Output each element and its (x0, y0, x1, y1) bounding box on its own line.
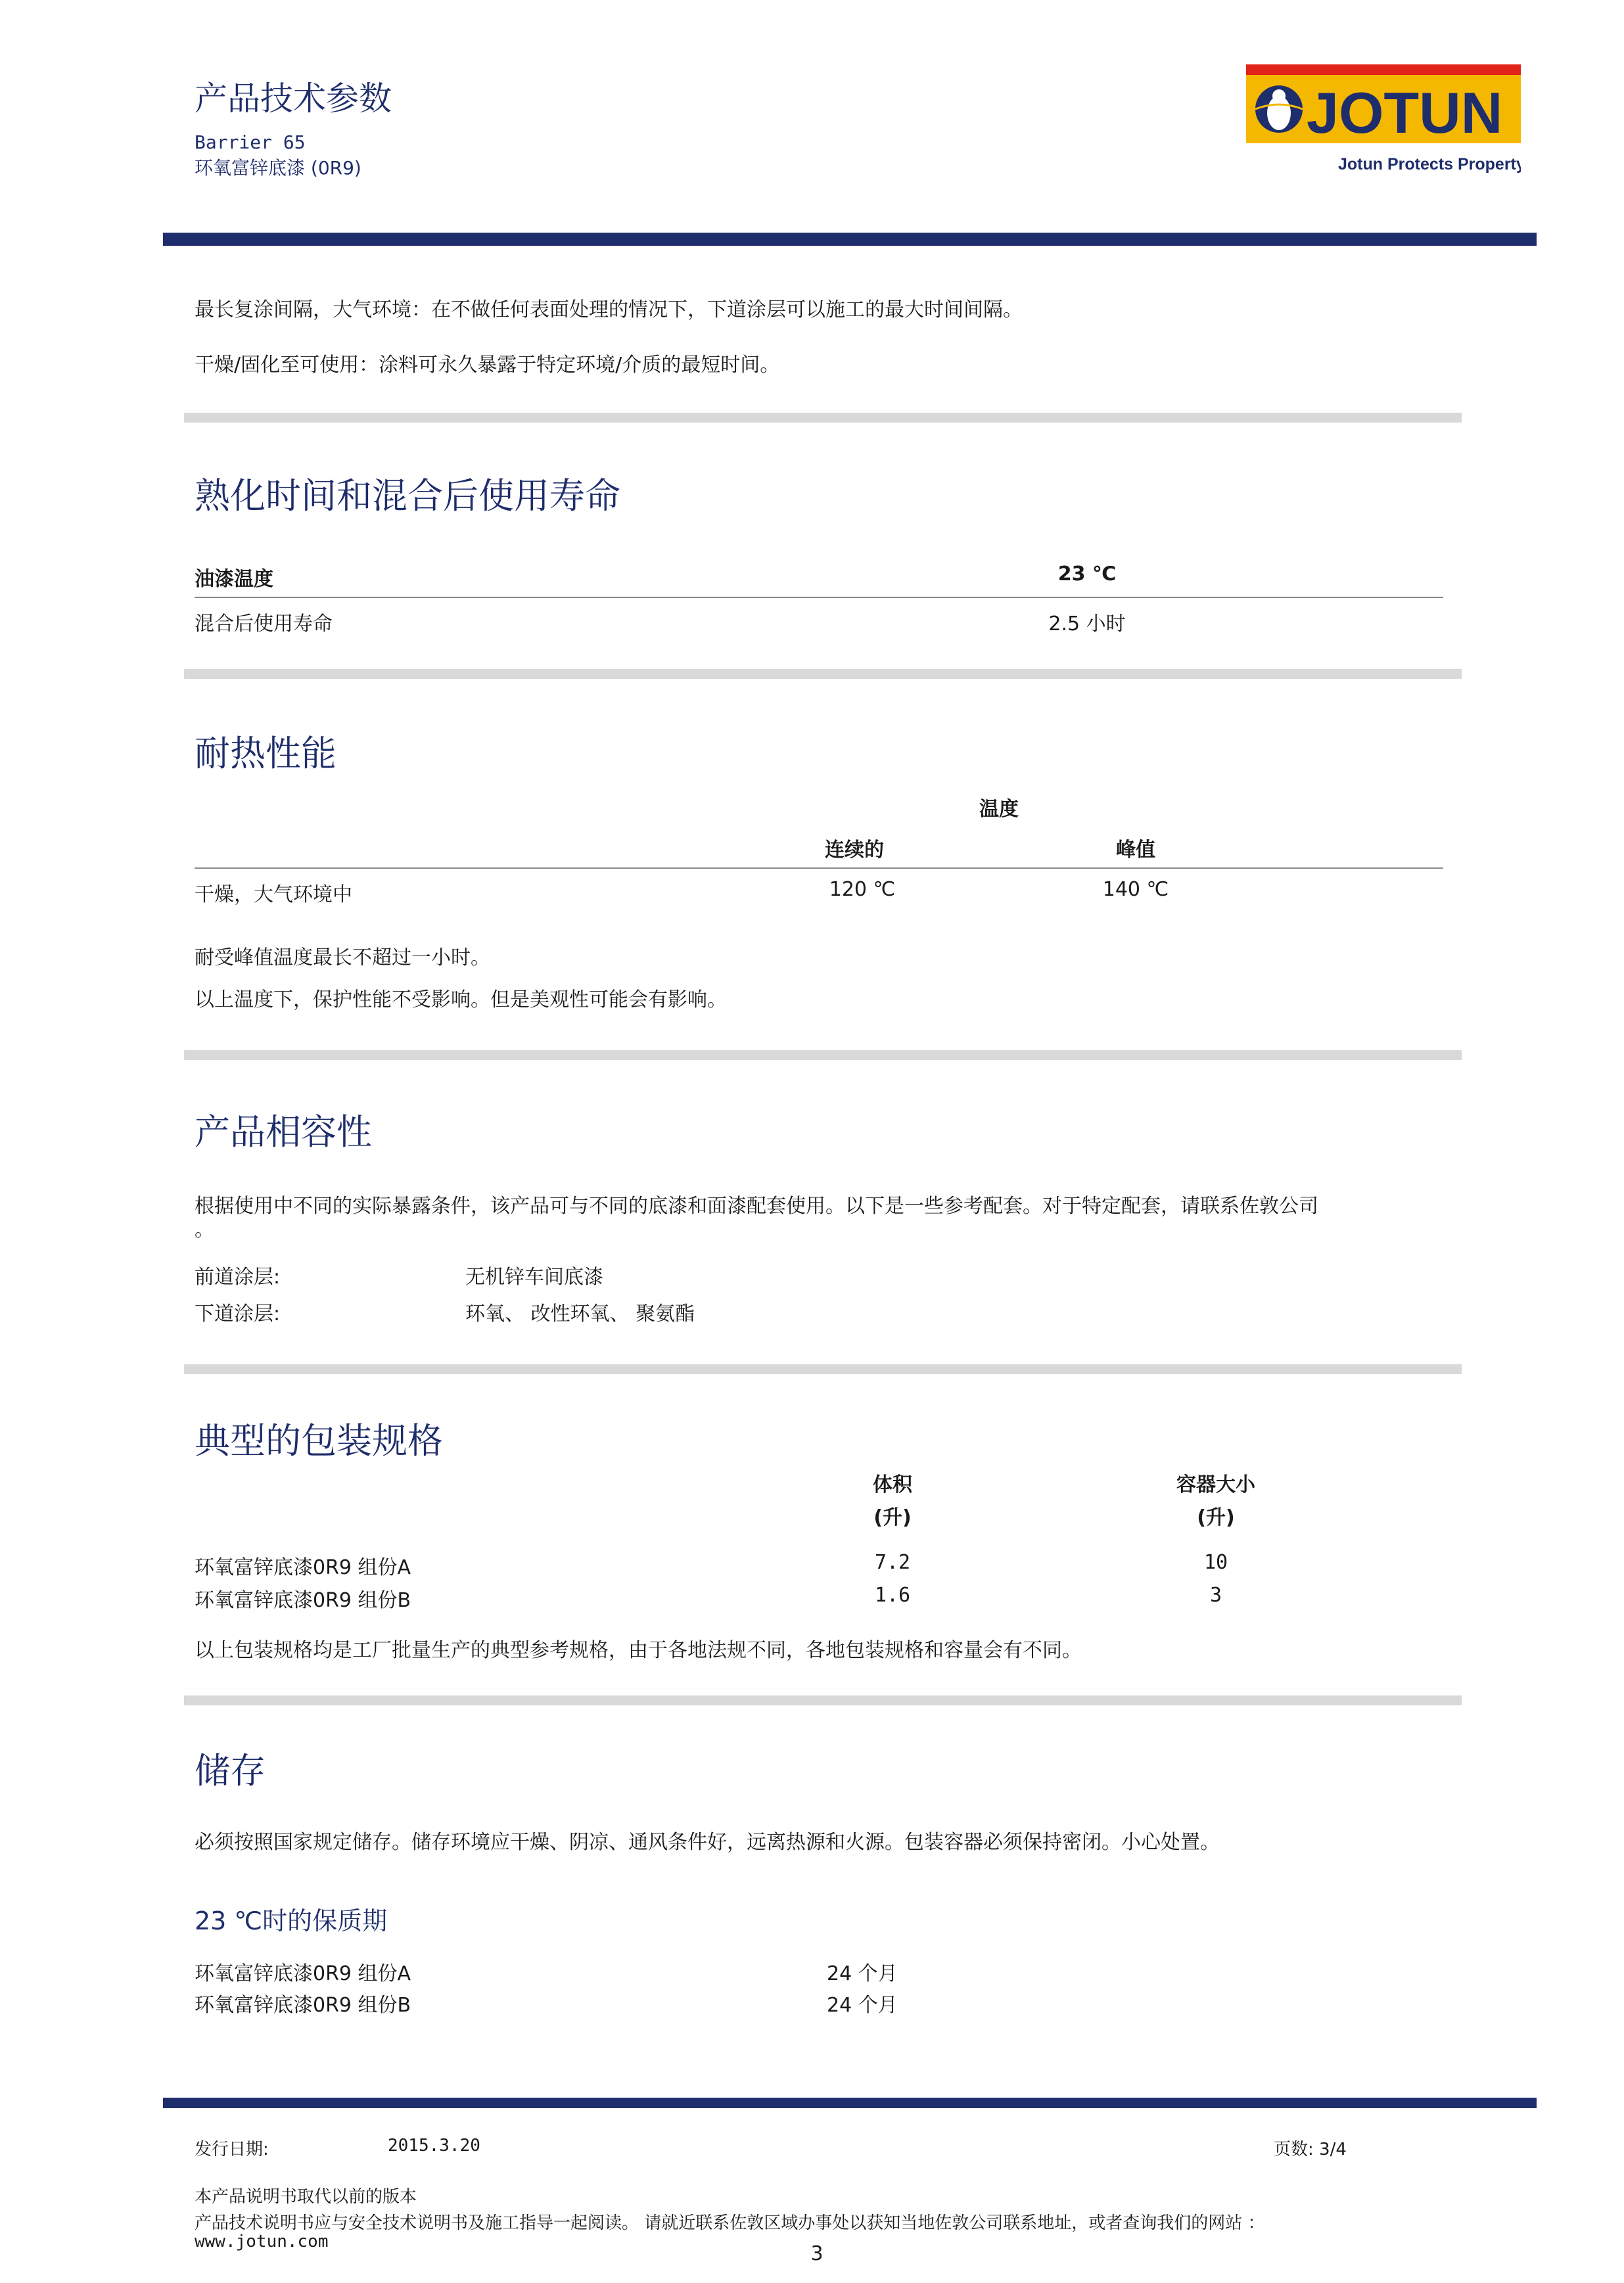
logo-tagline: Jotun Protects Property (1338, 155, 1521, 173)
product-name: Barrier 65 (195, 131, 306, 153)
pack-note: 以上包装规格均是工厂批量生产的典型参考规格，由于各地法规不同，各地包装规格和容量会有不同。 (195, 1639, 1082, 1662)
pack-row-volume: 1.6 (874, 1584, 911, 1607)
shelf-row-value: 24 个月 (827, 1994, 898, 2017)
section-title-potlife: 熟化时间和混合后使用寿命 (195, 475, 620, 517)
section-separator (184, 1050, 1462, 1060)
compat-prev-value: 无机锌车间底漆 (465, 1266, 603, 1289)
compat-paragraph: 根据使用中不同的实际暴露条件，该产品可与不同的底漆和面漆配套使用。以下是一些参考配套。对于特定配套，请联系佐敦公司 (195, 1195, 1318, 1218)
pack-row-container: 3 (1209, 1584, 1222, 1607)
section-separator (184, 1364, 1462, 1374)
header-divider-bar (163, 233, 1537, 246)
section-title-packaging: 典型的包装规格 (195, 1420, 443, 1462)
issue-date-label: 发行日期: (195, 2140, 269, 2159)
pack-row-label: 环氧富锌底漆0R9 组份B (195, 1589, 411, 1612)
compat-paragraph-cont: 。 (195, 1218, 214, 1241)
heat-col-peak: 峰值 (1116, 839, 1155, 862)
page-count: 页数: 3/4 (1274, 2140, 1347, 2159)
potlife-row-value: 2.5 小时 (1048, 612, 1126, 635)
footer-website-link[interactable]: www.jotun.com (195, 2232, 329, 2251)
shelf-life-title: 23 ℃时的保质期 (195, 1906, 388, 1935)
pack-row-label: 环氧富锌底漆0R9 组份A (195, 1556, 411, 1579)
footer-line-2: 产品技术说明书应与安全技术说明书及施工指导一起阅读。 请就近联系佐敦区域办事处以获知当地佐敦公司联系地址，或者查询我们的网站 ： (195, 2213, 1265, 2233)
pack-row-container: 10 (1203, 1551, 1228, 1574)
heat-note-2: 以上温度下，保护性能不受影响。但是美观性可能会有影响。 (195, 988, 727, 1011)
pack-col-container: 容器大小 (1176, 1473, 1255, 1496)
section-separator (184, 413, 1462, 423)
intro-line-1: 最长复涂间隔，大气环境：在不做任何表面处理的情况下，下道涂层可以施工的最大时间间隔。 (195, 298, 1023, 321)
footer-line-1: 本产品说明书取代以前的版本 (195, 2187, 417, 2207)
heat-note-1: 耐受峰值温度最长不超过一小时。 (195, 946, 490, 969)
heat-col-continuous: 连续的 (825, 839, 884, 862)
jotun-logo-graphic (1246, 64, 1521, 177)
heat-row-peak: 140 ℃ (1102, 878, 1169, 901)
jotun-logo (1246, 64, 1521, 177)
potlife-header-label: 油漆温度 (195, 568, 273, 591)
shelf-row-value: 24 个月 (827, 1962, 898, 1985)
storage-paragraph: 必须按照国家规定储存。储存环境应干燥、阴凉、通风条件好，远离热源和火源。包装容器必须保持密闭。小心处置。 (195, 1831, 1220, 1854)
section-separator (184, 669, 1462, 679)
heat-row-continuous: 120 ℃ (829, 878, 896, 901)
potlife-header-value: 23 ℃ (1057, 563, 1117, 586)
compat-next-label: 下道涂层: (195, 1303, 281, 1326)
footer-divider-bar (163, 2098, 1537, 2108)
pack-col-volume-unit: (升) (873, 1506, 912, 1529)
table-rule (195, 597, 1443, 598)
product-subtitle: 环氧富锌底漆 (0R9) (195, 157, 361, 179)
table-rule (195, 867, 1443, 869)
logo-wordmark: JOTUN (1307, 80, 1503, 145)
potlife-row-label: 混合后使用寿命 (195, 612, 333, 635)
shelf-row-label: 环氧富锌底漆0R9 组份A (195, 1962, 411, 1985)
shelf-row-label: 环氧富锌底漆0R9 组份B (195, 1994, 411, 2017)
document-title: 产品技术参数 (195, 80, 392, 118)
pack-col-container-unit: (升) (1197, 1506, 1235, 1529)
compat-next-value: 环氧、 改性环氧、 聚氨酯 (465, 1303, 695, 1326)
section-title-heat: 耐热性能 (195, 733, 336, 774)
section-separator (184, 1695, 1462, 1705)
page-number: 3 (810, 2242, 824, 2265)
issue-date-value: 2015.3.20 (388, 2136, 480, 2156)
section-title-compat: 产品相容性 (195, 1111, 372, 1153)
section-title-storage: 储存 (195, 1750, 266, 1791)
pack-col-volume: 体积 (873, 1473, 912, 1496)
intro-line-2: 干燥/固化至可使用：涂料可永久暴露于特定环境/介质的最短时间。 (195, 354, 780, 377)
heat-group-header: 温度 (979, 798, 1019, 821)
compat-prev-label: 前道涂层: (195, 1266, 281, 1289)
pack-row-volume: 7.2 (874, 1551, 911, 1574)
heat-row-label: 干燥，大气环境中 (195, 883, 352, 906)
